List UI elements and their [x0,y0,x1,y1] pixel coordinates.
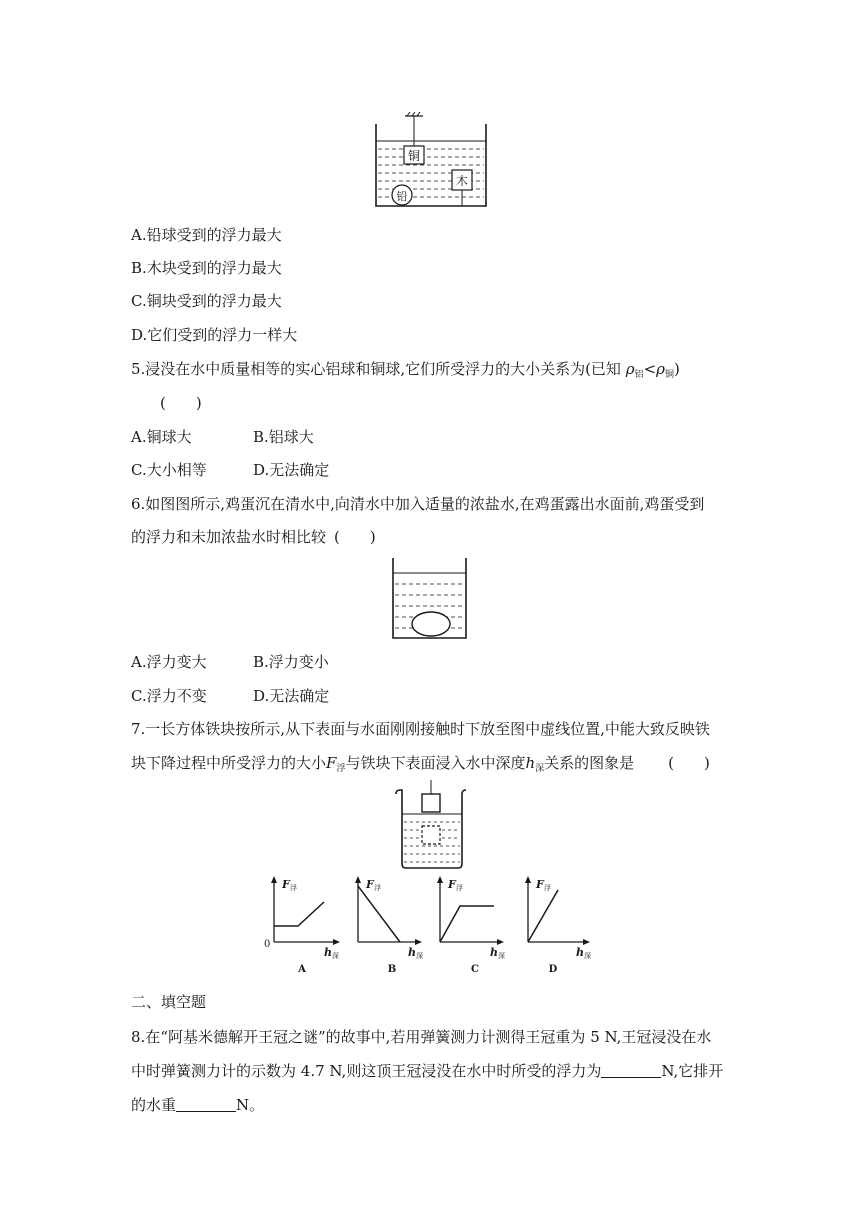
graph-b-label: B [387,964,397,975]
graph-b-x-sub: 深 [416,952,423,960]
copper-label: 铜 [407,149,421,163]
q7-F-symbol: F [326,754,337,772]
graph-d-y-sub: 浮 [544,884,551,892]
q4-option-b: B.木块受到的浮力最大 [131,259,282,277]
rho-sub-cu: 铜 [664,370,674,380]
graph-a-y-sub: 浮 [290,884,297,892]
graph-a-x-sub: 深 [332,952,339,960]
graph-b-x-label: h [408,946,416,959]
q6-option-b: B.浮力变小 [253,653,329,671]
q4-option-c: C.铜块受到的浮力最大 [131,292,282,310]
section-heading: 二、填空题 [131,993,207,1011]
egg [412,612,450,636]
graph-a-y-label: F [282,878,290,891]
less-than: < [643,360,657,378]
graph-c-x-label: h [490,946,498,959]
q8-line2 [131,1061,723,1081]
q8-line3-b: N。 [236,1096,265,1114]
q7-h-sub: 深 [535,764,545,774]
graph-c-curve [440,906,494,942]
graph-a-label: A [298,964,306,975]
q4-option-a: A.铅球受到的浮力最大 [131,226,282,244]
q6-stem-line2 [131,527,376,547]
q8-line3 [131,1095,264,1115]
q5-close-paren: ) [673,360,680,378]
graph-c-x-sub: 深 [498,952,505,960]
graph-d [525,876,591,975]
graph-d-label: D [548,964,558,975]
q6-figure [390,556,470,642]
lead-label: 铅 [396,190,408,203]
q8-blank-2[interactable] [176,1097,236,1112]
q6-option-a: A.浮力变大 [131,653,207,671]
graph-b-y-label: F [366,878,374,891]
q5-option-d: D.无法确定 [253,461,330,479]
q7-graphs [262,872,602,978]
q8-blank-1[interactable] [601,1063,661,1078]
q8-line2-a: 中时弹簧测力计的示数为 4.7 N,则这顶王冠浸没在水中时所受的浮力为 [131,1062,602,1080]
q6-option-d: D.无法确定 [253,687,330,705]
graph-c-label: C [471,964,479,975]
graph-b-y-sub: 浮 [374,884,381,892]
q7-h-symbol: h [525,754,536,772]
iron-block [422,794,440,812]
graph-c-y-sub: 浮 [456,884,463,892]
graph-a-x-label: h [324,946,332,959]
q5-option-c: C.大小相等 [131,461,207,479]
q6-stem-line1: 6.如图图所示,鸡蛋沉在清水中,向清水中加入适量的浓盐水,在鸡蛋露出水面前,鸡蛋受到 [131,495,705,513]
q5-answer-paren: ( ) [160,394,202,412]
q7-line2-c: 关系的图象是 [544,754,635,772]
q6-answer-paren: ( ) [334,528,376,546]
iron-block-dashed-position [422,826,440,844]
graph-a-origin: 0 [264,939,271,950]
q7-line2-b: 与铁块下表面浸入水中深度 [345,754,526,772]
rho-symbol-1: ρ [625,360,635,378]
graph-d-y-label: F [536,878,544,891]
q8-line3-a: 的水重 [131,1096,177,1114]
q5-option-b: B.铝球大 [253,428,314,446]
graph-b [355,876,423,975]
graph-a-curve [274,902,324,926]
graph-a [264,876,340,975]
q5-option-a: A.铜球大 [131,428,192,446]
graph-d-x-label: h [576,946,584,959]
rho-symbol-2: ρ [656,360,665,378]
graph-c [437,876,505,975]
q5-stem [131,359,680,385]
graph-d-x-sub: 深 [584,952,591,960]
q7-stem-line2 [131,753,710,779]
q5-stem-text: 5.浸没在水中质量相等的实心铝球和铜球,它们所受浮力的大小关系为(已知 [131,360,621,378]
q7-F-sub: 浮 [336,764,346,774]
graph-c-y-label: F [448,878,456,891]
rho-sub-al: 铝 [634,370,644,380]
graph-b-curve [358,886,400,942]
q6-option-c: C.浮力不变 [131,687,207,705]
q4-option-d: D.它们受到的浮力一样大 [131,326,298,344]
q7-stem-line1: 7.一长方体铁块按所示,从下表面与水面刚刚接触时下放至图中虚线位置,中能大致反映铁 [131,720,710,738]
q8-line1: 8.在“阿基米德解开王冠之谜”的故事中,若用弹簧测力计测得王冠重为 5 N,王冠浸没在水 [131,1028,712,1046]
graph-d-curve [528,890,558,942]
q7-line2-a: 块下降过程中所受浮力的大小 [131,754,327,772]
q7-answer-paren: ( ) [668,754,710,772]
q6-stem-line2-text: 的浮力和未加浓盐水时相比较 [131,528,327,546]
wood-label: 木 [455,174,469,188]
q7-beaker-figure [392,780,470,870]
q8-line2-b: N,它排开 [661,1062,724,1080]
q4-figure [372,110,492,210]
